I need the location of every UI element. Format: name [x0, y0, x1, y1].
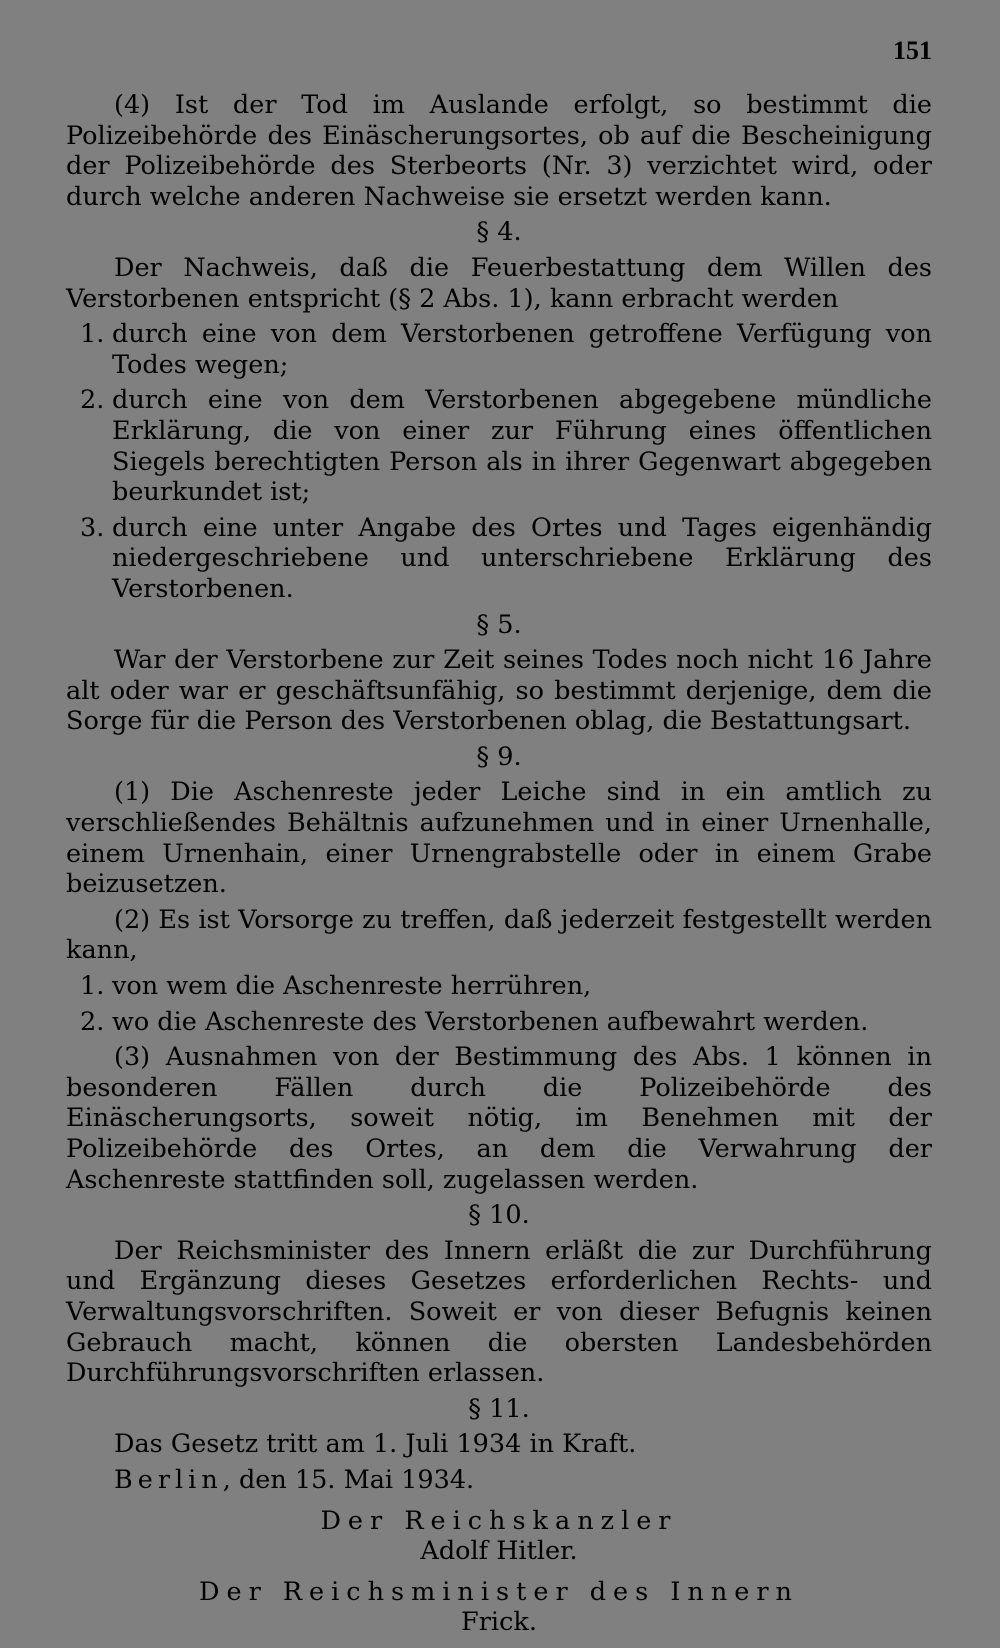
signature-name: Adolf Hitler. — [420, 1536, 578, 1567]
list-item — [66, 1007, 932, 1038]
date-place: Berlin — [114, 1464, 223, 1495]
list-item-text: durch eine von dem Verstorbenen abgegebene mündliche Erklärung, die von einer zur Führung eines öffentlichen Siegels berechtigten Person als in ihrer Gegenwart abgegeben beurkundet ist; — [112, 385, 932, 508]
document-body — [66, 90, 932, 1648]
list-item-text: von wem die Aschenreste herrühren, — [112, 971, 592, 1002]
section-heading-11: § 11. — [468, 1393, 530, 1424]
list-item-text: durch eine unter Angabe des Ortes und Tages eigenhändig niedergeschriebene und unterschriebene Erklärung des Verstorbenen. — [112, 512, 932, 604]
page-number: 151 — [893, 36, 932, 65]
date-line — [66, 1465, 932, 1496]
section-heading-9: § 9. — [476, 741, 522, 772]
signature-title: Der Reichsminister des Innern — [199, 1576, 799, 1607]
list-item — [66, 971, 932, 1002]
section-heading-5: § 5. — [476, 609, 522, 640]
paragraph-10: Der Reichsminister des Innern erläßt die zur Durchführung und Ergänzung dieses Gesetzes erforderlichen Rechts- und Verwaltungsvorschriften. Soweit er von dieser Befugnis keinen Gebrauch macht, können die obersten Landesbehörden Durchführungsvorschriften erlassen. — [66, 1235, 932, 1389]
list-item-number: 2. — [80, 385, 105, 416]
list-item-number: 1. — [80, 971, 105, 1002]
paragraph-9-2: (2) Es ist Vorsorge zu treffen, daß jederzeit festgestellt werden kann, — [66, 904, 932, 966]
list-item — [66, 385, 932, 507]
paragraph-11: Das Gesetz tritt am 1. Juli 1934 in Kraft. — [114, 1429, 637, 1460]
paragraph-4-intro: Der Nachweis, daß die Feuerbestattung dem Willen des Verstorbenen entspricht (§ 2 Abs. 1), kann erbracht werden — [66, 252, 932, 314]
date-text: , den 15. Mai 1934. — [222, 1464, 475, 1495]
list-item-text: wo die Aschenreste des Verstorbenen aufbewahrt werden. — [112, 1006, 869, 1037]
paragraph-9-3: (3) Ausnahmen von der Bestimmung des Abs. 1 können in besonderen Fällen durch die Polizeibehörde des Einäscherungsorts, soweit nötig, im Benehmen mit der Polizeibehörde des Ortes, an dem die Verwahrung der Aschenreste stattfinden soll, zugelassen werden. — [66, 1042, 932, 1195]
section-heading-4: § 4. — [476, 217, 522, 248]
document-page — [66, 28, 932, 1638]
list-item-number: 1. — [80, 319, 105, 350]
paragraph-5: War der Verstorbene zur Zeit seines Todes noch nicht 16 Jahre alt oder war er geschäftsunfähig, so bestimmt derjenige, dem die Sorge für die Person des Verstorbenen oblag, die Bestattungsart. — [66, 645, 932, 737]
list-item — [66, 319, 932, 380]
list-item — [66, 513, 932, 605]
list-item-number: 2. — [80, 1006, 105, 1037]
section-heading-10: § 10. — [468, 1200, 530, 1231]
signature-name: Frick. — [461, 1607, 537, 1638]
paragraph-3-4: (4) Ist der Tod im Auslande erfolgt, so bestimmt die Polizeibehörde des Einäscherungsortes, ob auf die Bescheinigung der Polizeibehörde des Sterbeorts (Nr. 3) verzichtet wird, oder durch welche anderen Nachweise sie ersetzt werden kann. — [66, 90, 932, 212]
list-item-number: 3. — [80, 512, 105, 543]
signature-title: Der Reichskanzler — [320, 1505, 678, 1536]
signature-block — [66, 1506, 932, 1638]
paragraph-9-1: (1) Die Aschenreste jeder Leiche sind in ein amtlich zu verschließendes Behältnis aufzunehmen und in einer Urnenhalle, einem Urnenhain, einer Urnengrabstelle oder in einem Grabe beizusetzen. — [66, 777, 932, 900]
list-item-text: durch eine von dem Verstorbenen getroffene Verfügung von Todes wegen; — [112, 319, 932, 380]
